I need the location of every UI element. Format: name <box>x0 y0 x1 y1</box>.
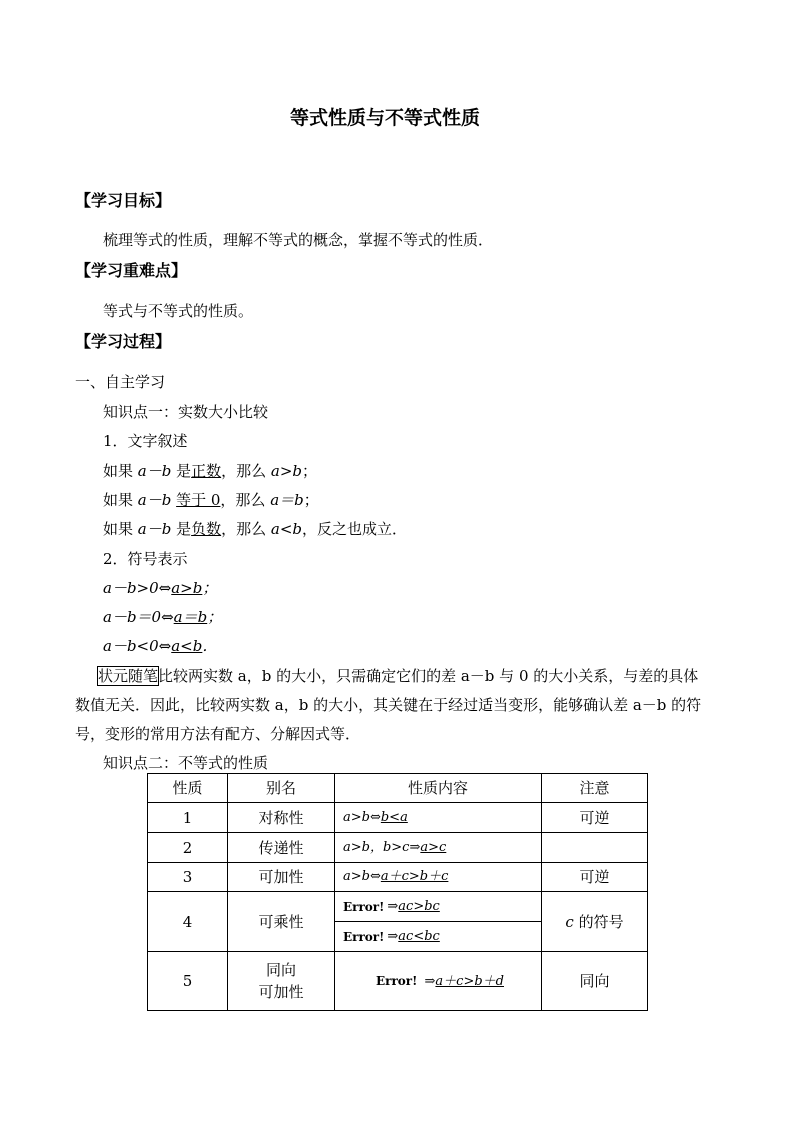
knowledge-point-2: 知识点二：不等式的性质 <box>103 754 269 772</box>
rule-positive: 如果 a－b 是正数，那么 a>b； <box>103 462 318 480</box>
header-cell: 别名 <box>228 774 335 803</box>
part1-heading: 一、自主学习 <box>75 373 166 391</box>
note-line-1: 状元随笔比较两实数 a，b 的大小，只需确定它们的差 a－b 与 0 的大小关系，与差的具体 <box>98 667 699 685</box>
symbol-rule-zero: a－b＝0⇔a＝b； <box>103 608 223 626</box>
multiplicative-positive-case: Error! ⇒ ac>bc <box>335 892 541 922</box>
table-row: 5 同向 可加性 Error! ⇒a＋c>b＋d 同向 <box>148 952 648 1011</box>
table-row: 1 对称性 a>b⇔b<a 可逆 <box>148 803 648 833</box>
key-text: 等式与不等式的性质。 <box>103 302 254 320</box>
header-cell: 性质内容 <box>335 774 542 803</box>
multiplicative-negative-case: Error! ⇒ ac<bc <box>343 928 440 944</box>
symbol-rule-negative: a－b<0⇔a<b． <box>103 637 218 655</box>
table-header-row <box>148 774 648 803</box>
symbol-rule-positive: a－b>0⇔a>b； <box>103 579 218 597</box>
goal-text: 梳理等式的性质，理解不等式的概念，掌握不等式的性质． <box>103 231 494 249</box>
header-cell: 注意 <box>542 774 648 803</box>
subheading-symbolic: 2．符号表示 <box>103 550 188 568</box>
note-line-2: 数值无关．因此，比较两实数 a，b 的大小，其关键在于经过适当变形，能够确认差 a－b 的符 <box>75 696 702 714</box>
header-cell: 性质 <box>148 774 228 803</box>
table-row: 2 传递性 a>b，b>c⇒a>c <box>148 833 648 863</box>
key-heading: 【学习重难点】 <box>75 261 188 280</box>
subheading-text-description: 1．文字叙述 <box>103 432 188 450</box>
note-label: 状元随笔 <box>98 667 159 685</box>
rule-negative: 如果 a－b 是负数，那么 a<b，反之也成立． <box>103 520 408 538</box>
document-title: 等式性质与不等式性质 <box>290 107 481 129</box>
note-line-3: 号，变形的常用方法有配方、分解因式等． <box>75 725 361 743</box>
table-row: 3 可加性 a>b⇔a＋c>b＋c 可逆 <box>148 863 648 892</box>
inequality-properties-table <box>147 773 648 1011</box>
process-heading: 【学习过程】 <box>75 332 172 351</box>
goal-heading: 【学习目标】 <box>75 191 172 210</box>
rule-zero: 如果 a－b 等于 0，那么 a＝b； <box>103 491 319 509</box>
table-row: 4 可乘性 Error! ⇒ ac>bc Error! ⇒ ac<bc c 的符号 <box>148 892 648 952</box>
knowledge-point-1: 知识点一：实数大小比较 <box>103 403 269 421</box>
